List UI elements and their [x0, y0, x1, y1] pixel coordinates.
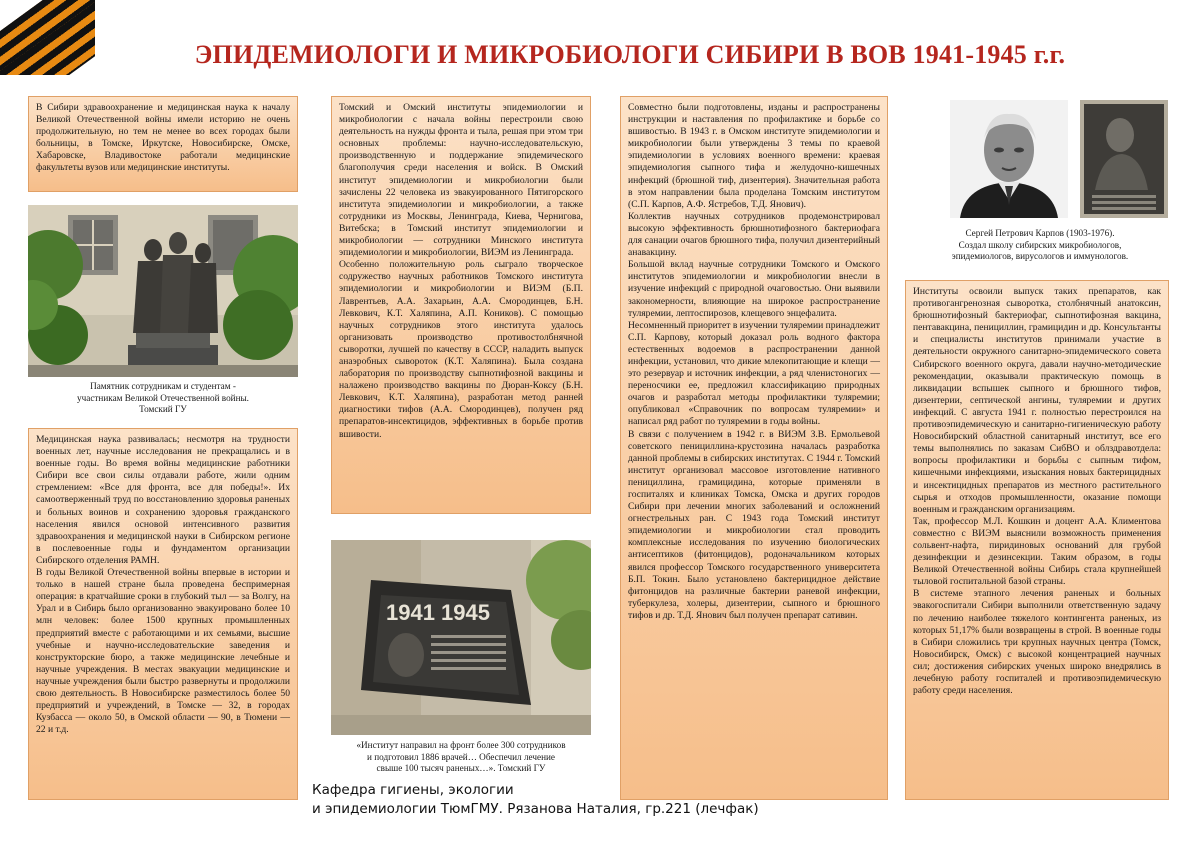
- institutes-text: Томский и Омский институты эпидемиологии и микробиологии с начала войны перестроили свою деятельность на нужды фронта и тыла, решая при этом три основных проблемы: научно-исследовательскую, производственную и поддержание эпидемического благополучия среди населения и войск. В Омский институт эпидемиологии и микробиологии были зачислены 22 человека из эвакуированного Пятигорского института эпидемиологии и микробиологии, а также сотрудники из Москвы, Ленинграда, Киева, Чернигова, Витебска; в Томский институт эпидемиологии и микробиологии — сотрудники Минского института эпидемиологии и микробиологии, ВИЭМ из Ленинграда.: [339, 102, 583, 259]
- plaque-caption: [331, 740, 591, 775]
- karpov-portrait: [950, 100, 1068, 218]
- monument-caption: [28, 381, 298, 416]
- page-title: ЭПИДЕМИОЛОГИ И МИКРОБИОЛОГИ СИБИРИ В ВОВ 1941-1945 г.г.: [194, 40, 1066, 69]
- evacuation-text: В годы Великой Отечественной войны впервые в истории и только в нашей стране была проведена беспримерная операция: в кратчайшие сроки в глубокий тыл — за Волгу, на Урал и в Сибирь было организованно эвакуировано более 10 млн человек: более 1500 крупных промышленных предприятий вместе с работающими и их семьями, высшие учебные и научно-исследовательские заведения и конструкторские бюро, а также медицинские лечебные и научные учреждения. В местах эвакуации медицинские и научные учреждения были быстро развернуты и продолжили свою деятельность. В Новосибирске разместилось более 50 предприятий и учреждений, в Томске — 32, в городах Кузбасса — около 50, в Омской области — 90, в Тюмени — 22 и т.д.: [36, 567, 290, 736]
- memorial-plaque-photo: [331, 540, 591, 735]
- footer-line: и эпидемиологии ТюмГМУ. Рязанова Наталия, гр.221 (лечфак): [312, 801, 759, 817]
- preparations-text: Институты освоили выпуск таких препаратов, как противогангренозная сыворотка, столбнячный анатоксин, брюшнотифозный бактериофаг, сыпнотифозная вакцина, пентавакцина, пенициллин, грамицидин и др. Консультанты и специалисты институтов принимали участие в деятельности окружного санитарно-эпидемического совета Сибирского военного округа, давали научно-методические рекомендации, оказывали практическую помощь в ликвидации вспышек сыпного и брюшного тифов, дизентерии, септической ангины, туляремии и других инфекций. С августа 1941 г. полностью перестроился на противоэпидемическую и санитарно-гигиеническую работу Новосибирский областной санитарный институт, все его темы выполнялись по заказам СибВО и облздравотдела: вопросы профилактики и борьбы с сыпным тифом, кишечными инфекциями, изыскания новых бактерицидных и инсектицидных препаратов из местного растительного сырья и отходов промышленности, оказание помощи военным и гражданским организациям.: [913, 286, 1161, 515]
- plaque-illustration: [331, 540, 591, 735]
- monument-caption-line: участникам Великой Отечественной войны.: [77, 392, 249, 403]
- monument-caption-line: Памятник сотрудникам и студентам -: [90, 381, 236, 391]
- portrait-illustration: [950, 100, 1068, 218]
- portrait-caption-line: Создал школу сибирских микробиологов,: [958, 239, 1122, 250]
- intro-text: В Сибири здравоохранение и медицинская наука к началу Великой Отечественной войны имели историю не очень продолжительную, но тем не менее во всех городах были больницы, в Томске, Иркутске, Новосибирске, Омске, Хабаровске, Владивостоке работали медицинские факультеты вузов или медицинские институты.: [36, 102, 290, 174]
- penicillin-text: В связи с получением в 1942 г. в ВИЭМ З.В. Ермольевой советского пенициллина-крустозина началась разработка данной проблемы в сибирских институтах. С 1944 г. Томский институт организовал массовое изготовление нативного пенициллина, грамицидина, которые применяли в госпиталях и клиниках Томска, Омска и других городов Сибири при лечении многих заболеваний и осложнений огнестрельных ран. С 1943 года Томский институт эпидемиологии и микробиологии стал проводить комплексные исследования по изучению биологических антисептиков (фитонцидов), родоначальником которых явился профессор Томского государственного университета Б.П. Токин. Было установлено бактерицидное действие фитонцидов на различные бактерии раневой инфекции, туберкулеза, холеры, дизентерии, сыпного и брюшного тифов и др. Т.Д. Янович был получен препарат сативин.: [628, 428, 880, 621]
- portrait-caption-line: эпидемиологов, вирусологов и иммунологов.: [951, 251, 1129, 261]
- natural-foci-text: Большой вклад научные сотрудники Томского и Омского институтов эпидемиологии и микробиологии внесли в изучение инфекций с природной очаговостью. Они выявили закономерности, влияющие на широкое распространение туляремии, лептоспирозов, клещевого энцефалита.: [628, 259, 880, 319]
- science-box: [28, 428, 298, 800]
- plaque-caption-line: и подготовил 1886 врачей… Обеспечил лечение: [367, 751, 555, 762]
- tularemia-text: Несомненный приоритет в изучении туляремии принадлежит С.П. Карпову, который доказал роль водного фактора естественных водоемов в распространении данной инфекции, установил, что дикие млекопитающие и клещи — это резервуар и источник инфекции, а ряд членистоногих — переносчики ее, предложил классификацию природных очагов и разработал методы профилактики туляремии; опубликовал «Справочник по вопросам туляремии» и написал ряд работ по туляремии в годы войны.: [628, 319, 880, 428]
- bacteriophage-text: Коллектив научных сотрудников продемонстрировал высокую эффективность брюшнотифозного бактериофага для санации очагов брюшного тифа, получил дизентерийный анавакцину.: [628, 210, 880, 259]
- plaque-years: 1941 1945: [386, 600, 490, 625]
- hospitals-text: В системе этапного лечения раненых и больных эвакогоспитали Сибири выполнили ответственную задачу по лечению наиболее тяжелого контингента раненых, из которых 51,17% были возвращены в строй. В военные годы в Сибири сложились три крупных научных центра (Томск, Новосибирск, Омск) с высокой концентрацией научных сил; достижения сибирских ученых широко внедрялись в лечебную работу госпиталей и противоэпидемическую работу среди населения.: [913, 588, 1161, 697]
- plaque-relief-illustration: [1080, 100, 1168, 218]
- monument-photo: [28, 205, 298, 377]
- footer-credits: [312, 781, 759, 819]
- institutes-box: [331, 96, 591, 514]
- disinfection-text: Так, профессор М.Л. Кошкин и доцент А.А. Климентова совместно с ВИЭМ выяснили возможность применения сольвент-нафта, пиридиновых оснований для грубой дезинфекции и дезинсекции. Таким образом, в годы Великой Отечественной войны Сибирь стала крупнейшей тыловой госпитальной базой страны.: [913, 515, 1161, 588]
- karpov-plaque-photo: [1080, 100, 1168, 218]
- instructions-text: Совместно были подготовлены, изданы и распространены инструкции и наставления по профилактике и борьбе со вшивостью. В 1943 г. в Омском институте эпидемиологии и микробиологии были утверждены 3 темы по краевой эпидемиологии в условиях военного времени: краевая эпидемиология сыпного тифа и желудочно-кишечных инфекций (брюшной тиф, дизентерия). Значительная работа в этом направлении была проделана Томским институтом (С.П. Карпов, А.Ф. Ястребов, Т.Д. Янович).: [628, 102, 880, 210]
- preparations-box: [905, 280, 1169, 800]
- portrait-caption: [905, 228, 1175, 263]
- intro-box: [28, 96, 298, 192]
- research-box: [620, 96, 888, 800]
- monument-caption-line: Томский ГУ: [139, 404, 187, 414]
- portrait-caption-line: Сергей Петрович Карпов (1903-1976).: [965, 228, 1115, 238]
- plaque-caption-line: свыше 100 тысяч раненых…». Томский ГУ: [376, 763, 546, 773]
- st-george-ribbon: [0, 0, 95, 75]
- monument-illustration: [28, 205, 298, 377]
- cooperation-text: Особенно положительную роль сыграло творческое содружество научных работников Томского института эпидемиологии и микробиологии и ВИЭМ (Б.П. Лаврентьев, А.А. Захарьин, А.А. Смородинцев, Б.Н. Левкович, К.Т. Халяпина, А.П. Коников). С помощью научных сотрудников этого института удалось организовать производство противостолбнячной сыворотки, лучшей по качеству в СССР, наладить выпуск анаэробных сывороток (К.Т. Халяпина). Была создана лаборатория по производству сыпнотифозной вакцины и налажено производство вакцины по Дюран-Коксу (Б.Н. Левкович, К.Т. Халяпина), разработан метод ранней диагностики тифов (А.А. Смородинцев), получен ряд препаратов-инсектицидов, эффективных в борьбе против вшивости.: [339, 259, 583, 440]
- science-text: Медицинская наука развивалась; несмотря на трудности военных лет, научные исследования не прекращались и в военные годы. Во время войны медицинские работники Сибири все свои силы отдавали работе, жили одним стремлением: «Все для фронта, все для победы!». Их самоотверженный труд по восстановлению здоровья раненых и больных воинов и сохранению здоровья гражданского населения явился основой интенсивного развития здравоохранения и медицинской науки в Сибирском регионе в послевоенные годы и фундаментом организации Сибирского отделения РАМН.: [36, 434, 290, 566]
- plaque-caption-line: «Институт направил на фронт более 300 сотрудников: [356, 740, 566, 750]
- footer-line: Кафедра гигиены, экологии: [312, 782, 514, 798]
